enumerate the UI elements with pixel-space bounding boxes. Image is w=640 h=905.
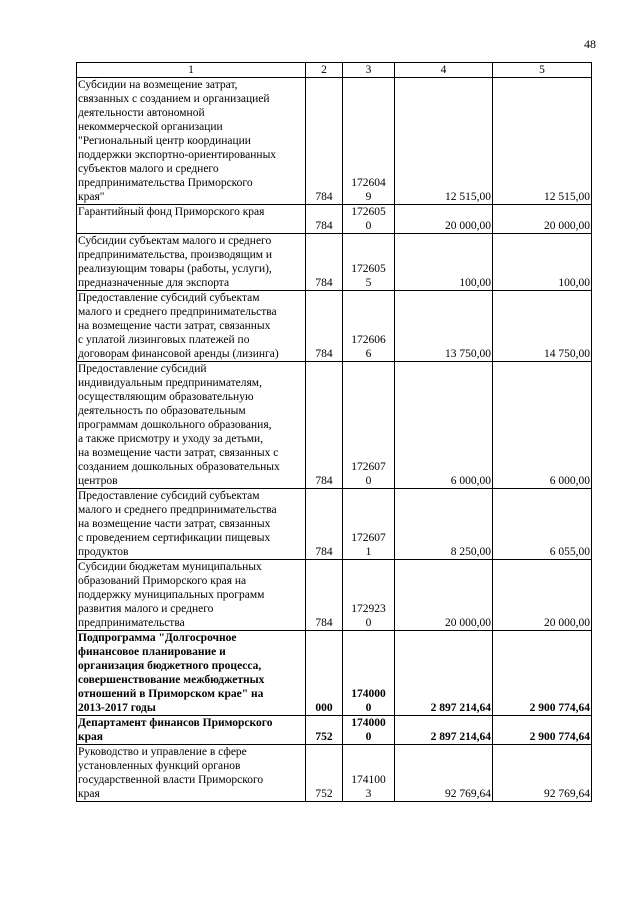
row-csr-cell: 172604 9 <box>343 78 395 205</box>
page-number: 48 <box>584 37 596 51</box>
row-value-2016-cell: 2 897 214,64 <box>395 716 493 745</box>
row-value-2016-cell: 20 000,00 <box>395 560 493 631</box>
row-csr-cell: 174000 0 <box>343 716 395 745</box>
row-csr-cell: 172607 1 <box>343 489 395 560</box>
row-code-cell: 784 <box>306 78 343 205</box>
budget-table <box>76 62 592 802</box>
row-value-2016-cell: 13 750,00 <box>395 291 493 362</box>
row-name-cell: Предоставление субсидий субъектам малого и среднего предпринимательства на возмещение части затрат, связанных с проведением сертификации пищевых продуктов <box>77 489 306 560</box>
row-value-2016-cell: 20 000,00 <box>395 205 493 234</box>
row-name-cell: Субсидии субъектам малого и среднего предпринимательства, производящим и реализующим товары (работы, услуги), предназначенные для экспорта <box>77 234 306 291</box>
row-value-2017-cell: 6 000,00 <box>493 362 592 489</box>
row-csr-cell: 174100 3 <box>343 745 395 802</box>
column-header-1: 1 <box>77 63 306 78</box>
row-code-cell: 784 <box>306 234 343 291</box>
table-row <box>77 631 592 716</box>
row-value-2016-cell: 2 897 214,64 <box>395 631 493 716</box>
table-row <box>77 560 592 631</box>
row-code-cell: 000 <box>306 631 343 716</box>
column-header-3: 3 <box>343 63 395 78</box>
row-name-cell: Подпрограмма "Долгосрочное финансовое планирование и организация бюджетного процесса, совершенствование межбюджетных отношений в Приморском крае" на 2013-2017 годы <box>77 631 306 716</box>
table-row <box>77 489 592 560</box>
row-name-cell: Руководство и управление в сфере установленных функций органов государственной власти Приморского края <box>77 745 306 802</box>
table-row <box>77 291 592 362</box>
row-name-cell: Предоставление субсидий субъектам малого и среднего предпринимательства на возмещение части затрат, связанных с уплатой лизинговых платежей по договорам финансовой аренды (лизинга) <box>77 291 306 362</box>
row-csr-cell: 174000 0 <box>343 631 395 716</box>
row-value-2016-cell: 6 000,00 <box>395 362 493 489</box>
row-value-2017-cell: 20 000,00 <box>493 205 592 234</box>
row-code-cell: 752 <box>306 745 343 802</box>
column-header-4: 4 <box>395 63 493 78</box>
row-value-2017-cell: 100,00 <box>493 234 592 291</box>
table-header-row <box>77 63 592 78</box>
row-csr-cell: 172605 0 <box>343 205 395 234</box>
row-value-2017-cell: 2 900 774,64 <box>493 716 592 745</box>
row-value-2017-cell: 12 515,00 <box>493 78 592 205</box>
row-value-2016-cell: 12 515,00 <box>395 78 493 205</box>
row-csr-cell: 172607 0 <box>343 362 395 489</box>
column-header-5: 5 <box>493 63 592 78</box>
row-code-cell: 784 <box>306 205 343 234</box>
row-value-2017-cell: 92 769,64 <box>493 745 592 802</box>
row-csr-cell: 172606 6 <box>343 291 395 362</box>
table-row <box>77 362 592 489</box>
row-value-2017-cell: 20 000,00 <box>493 560 592 631</box>
row-name-cell: Субсидии на возмещение затрат, связанных с созданием и организацией деятельности автономной некоммерческой организации "Региональный центр координации поддержки экспортно-ориентированных субъектов малого и среднего предпринимательства Приморского края" <box>77 78 306 205</box>
table-row <box>77 716 592 745</box>
row-value-2017-cell: 14 750,00 <box>493 291 592 362</box>
table-row <box>77 745 592 802</box>
row-name-cell: Департамент финансов Приморского края <box>77 716 306 745</box>
column-header-2: 2 <box>306 63 343 78</box>
row-value-2016-cell: 8 250,00 <box>395 489 493 560</box>
row-value-2017-cell: 2 900 774,64 <box>493 631 592 716</box>
row-name-cell: Субсидии бюджетам муниципальных образований Приморского края на поддержку муниципальных программ развития малого и среднего предпринимательства <box>77 560 306 631</box>
table-row <box>77 205 592 234</box>
table-row <box>77 78 592 205</box>
row-code-cell: 784 <box>306 362 343 489</box>
row-value-2016-cell: 92 769,64 <box>395 745 493 802</box>
row-code-cell: 784 <box>306 291 343 362</box>
row-name-cell: Гарантийный фонд Приморского края <box>77 205 306 234</box>
table-body <box>77 78 592 802</box>
row-code-cell: 752 <box>306 716 343 745</box>
row-value-2016-cell: 100,00 <box>395 234 493 291</box>
row-value-2017-cell: 6 055,00 <box>493 489 592 560</box>
row-csr-cell: 172605 5 <box>343 234 395 291</box>
row-name-cell: Предоставление субсидий индивидуальным предпринимателям, осуществляющим образовательную деятельность по образовательным программам дошкольного образования, а также присмотру и уходу за детьми, на возмещение части затрат, связанных с созданием дошкольных образовательных центров <box>77 362 306 489</box>
row-code-cell: 784 <box>306 560 343 631</box>
table-row <box>77 234 592 291</box>
row-csr-cell: 172923 0 <box>343 560 395 631</box>
row-code-cell: 784 <box>306 489 343 560</box>
